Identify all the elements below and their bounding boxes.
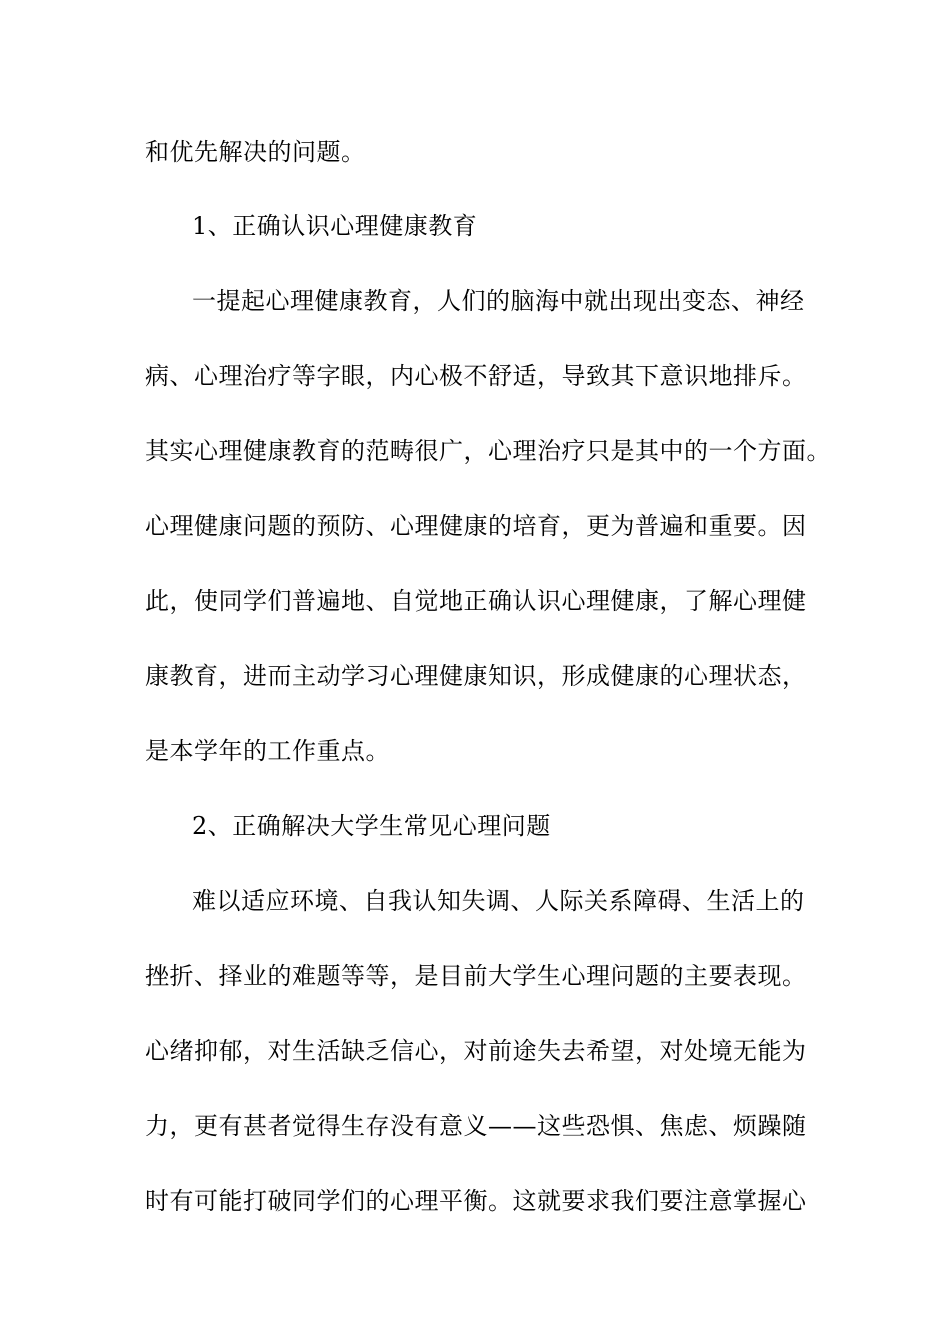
text-line-5: 其实心理健康教育的范畴很广，心理治疗只是其中的一个方面。	[145, 437, 831, 465]
text-line-12: 挫折、择业的难题等等，是目前大学生心理问题的主要表现。	[145, 962, 807, 990]
text-line-13: 心绪抑郁，对生活缺乏信心，对前途失去希望，对处境无能为	[145, 1037, 807, 1065]
text-line-1: 和优先解决的问题。	[145, 138, 366, 166]
text-line-6: 心理健康问题的预防、心理健康的培育，更为普遍和重要。因	[145, 512, 807, 540]
text-line-8: 康教育，进而主动学习心理健康知识，形成健康的心理状态，	[145, 662, 807, 690]
text-line-3: 一提起心理健康教育，人们的脑海中就出现出变态、神经	[192, 287, 805, 315]
text-line-9: 是本学年的工作重点。	[145, 737, 390, 765]
text-line-4: 病、心理治疗等字眼，内心极不舒适，导致其下意识地排斥。	[145, 362, 807, 390]
text-line-15: 时有可能打破同学们的心理平衡。这就要求我们要注意掌握心	[145, 1187, 807, 1215]
text-line-7: 此，使同学们普遍地、自觉地正确认识心理健康，了解心理健	[145, 587, 807, 615]
text-line-11: 难以适应环境、自我认知失调、人际关系障碍、生活上的	[192, 887, 805, 915]
section-heading-2: 2、正确解决大学生常见心理问题	[192, 812, 551, 840]
text-line-14: 力，更有甚者觉得生存没有意义——这些恐惧、焦虑、烦躁随	[145, 1112, 807, 1140]
section-heading-1: 1、正确认识心理健康教育	[192, 212, 478, 240]
